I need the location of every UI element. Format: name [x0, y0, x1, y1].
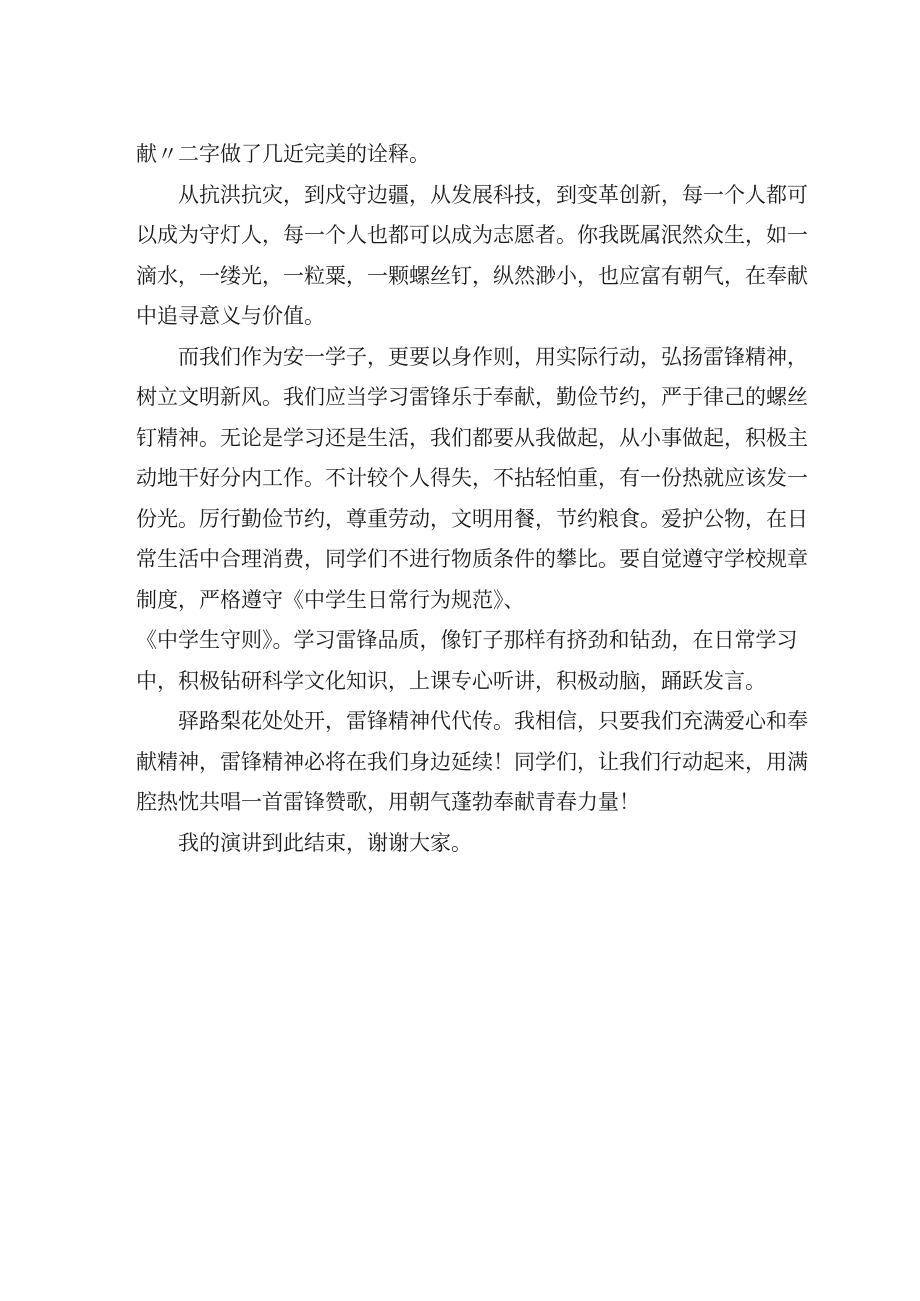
paragraph-5: [136, 823, 792, 864]
text-line: 献〃二字做了几近完美的诠释。: [136, 142, 430, 166]
text-line: 从抗洪抗灾，到戍守边疆，从发展科技，到变革创新，每一个人都可: [178, 182, 808, 207]
text-line: 我的演讲到此结束，谢谢大家。: [178, 830, 472, 855]
text-line: 常生活中合理消费，同学们不进行物质条件的攀比。要自觉遵守学校规章: [136, 547, 808, 571]
text-line: 制度，严格遵守《中学生日常行为规范》、: [136, 587, 525, 612]
paragraph-4: [136, 701, 808, 823]
paragraph-2: [136, 175, 808, 337]
text-line: 献精神，雷锋精神必将在我们身边延续！同学们，让我们行动起来，用满: [136, 749, 808, 774]
text-line: 树立文明新风。我们应当学习雷锋乐于奉献，勤俭节约，严于律己的螺丝: [136, 385, 808, 409]
paragraph-3: [136, 337, 808, 702]
text-line: 以成为守灯人，每一个人也都可以成为志愿者。你我既属泯然众生，如一: [136, 223, 808, 247]
text-line: 驿路梨花处处开，雷锋精神代代传。我相信，只要我们充满爱心和奉: [178, 709, 808, 733]
text-line: 滴水，一缕光，一粒粟，一颗螺丝钉，纵然渺小，也应富有朝气，在奉献: [136, 263, 808, 288]
text-line: 中，积极钻研科学文化知识，上课专心听讲，积极动脑，踊跃发言。: [136, 668, 766, 693]
text-line: 动地干好分内工作。不计较个人得失，不拈轻怕重，有一份热就应该发一: [136, 466, 808, 490]
text-line: 而我们作为安一学子，更要以身作则，用实际行动，弘扬雷锋精神，: [178, 344, 808, 369]
text-line: 钉精神。无论是学习还是生活，我们都要从我做起，从小事做起，积极主: [136, 425, 808, 450]
text-line: 中追寻意义与价值。: [136, 304, 325, 328]
text-line: 《中学生守则》。学习雷锋品质，像钉子那样有挤劲和钻劲，在日常学习: [136, 628, 798, 652]
paragraph-1: [136, 134, 792, 175]
text-line: 腔热忱共唱一首雷锋赞歌，用朝气蓬勃奉献青春力量！: [136, 790, 640, 814]
text-line: 份光。厉行勤俭节约，尊重劳动，文明用餐，节约粮食。爱护公物，在日: [136, 506, 808, 531]
document-body: [136, 134, 808, 863]
